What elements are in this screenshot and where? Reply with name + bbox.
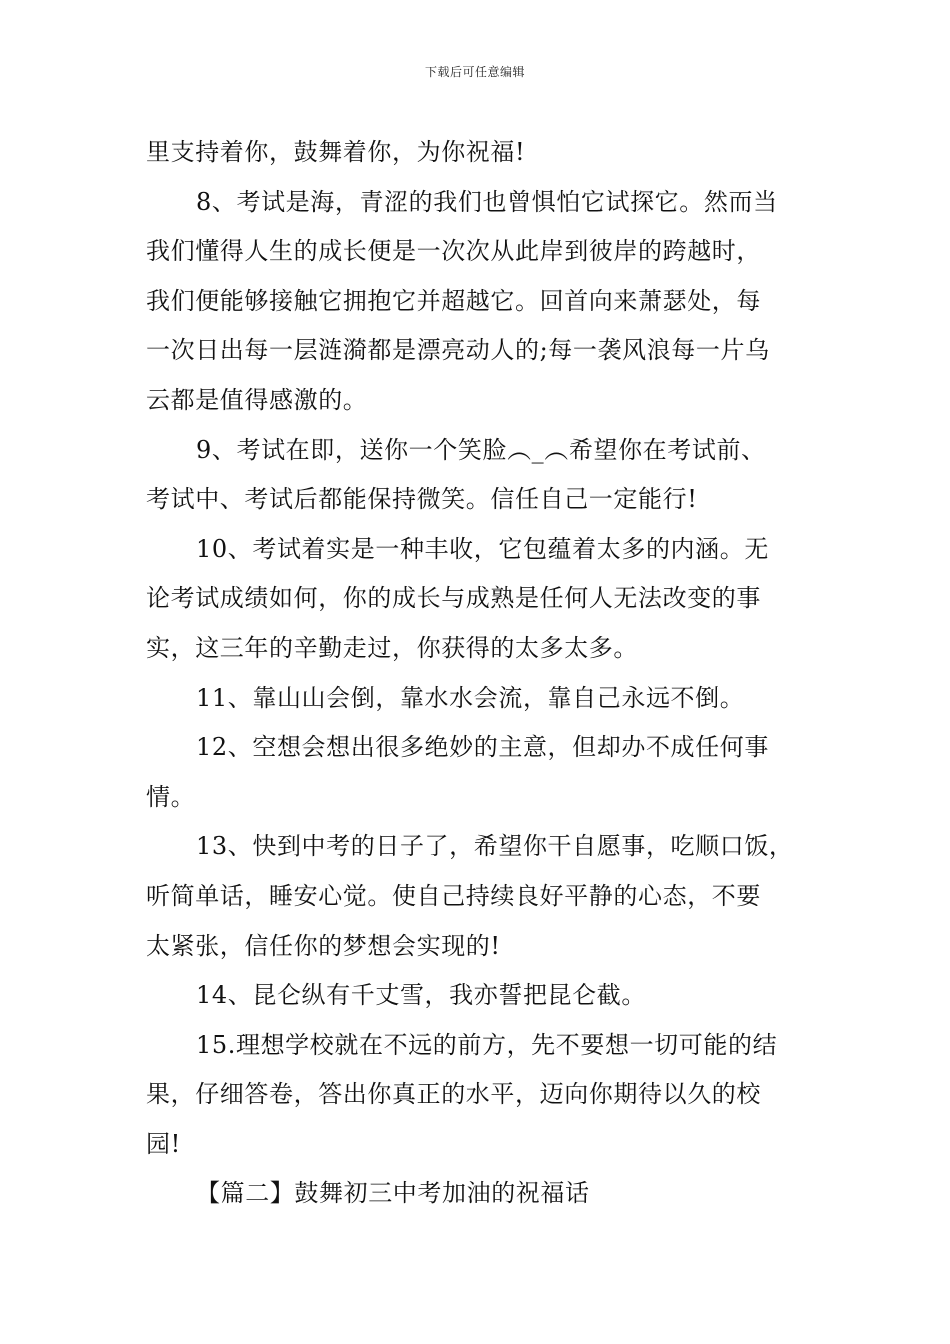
text-line: 15.理想学校就在不远的前方，先不要想一切可能的结 xyxy=(196,1030,778,1059)
text-line: 论考试成绩如何，你的成长与成熟是任何人无法改变的事 xyxy=(146,584,761,613)
text-line: 11、靠山山会倒，靠水水会流，靠自己永远不倒。 xyxy=(196,683,745,712)
text-line: 果，仔细答卷，答出你真正的水平，迈向你期待以久的校 xyxy=(146,1080,761,1109)
section-title: 【篇二】鼓舞初三中考加油的祝福话 xyxy=(196,1179,590,1208)
text-line: 里支持着你，鼓舞着你，为你祝福! xyxy=(146,138,526,166)
text-line: 听简单话，睡安心觉。使自己持续良好平静的心态，不要 xyxy=(146,881,761,910)
text-line: 10、考试着实是一种丰收，它包蕴着太多的内涵。无 xyxy=(196,534,769,563)
text-line: 一次日出每一层涟漪都是漂亮动人的;每一袭风浪每一片乌 xyxy=(146,336,770,365)
text-line: 情。 xyxy=(146,782,196,811)
text-line: 园! xyxy=(146,1129,181,1158)
text-line: 12、空想会想出很多绝妙的主意，但却办不成任何事 xyxy=(196,733,769,762)
text-line: 太紧张，信任你的梦想会实现的! xyxy=(146,931,501,960)
text-line: 14、昆仑纵有千丈雪，我亦誓把昆仑截。 xyxy=(196,981,646,1010)
text-line: 我们懂得人生的成长便是一次次从此岸到彼岸的跨越时， xyxy=(146,237,761,266)
text-line: 实，这三年的辛勤走过，你获得的太多太多。 xyxy=(146,633,638,662)
text-line: 我们便能够接触它拥抱它并超越它。回首向来萧瑟处，每 xyxy=(146,286,761,315)
text-line: 8、考试是海，青涩的我们也曾惧怕它试探它。然而当 xyxy=(196,187,778,216)
text-line: 9、考试在即，送你一个笑脸︵_︵希望你在考试前、 xyxy=(196,435,766,464)
document-body xyxy=(146,128,810,1219)
text-line: 13、快到中考的日子了，希望你干自愿事，吃顺口饭， xyxy=(196,832,794,861)
text-line: 考试中、考试后都能保持微笑。信任自己一定能行! xyxy=(146,485,698,514)
text-line: 云都是值得感激的。 xyxy=(146,385,368,414)
page-header: 下载后可任意编辑 xyxy=(424,65,525,79)
